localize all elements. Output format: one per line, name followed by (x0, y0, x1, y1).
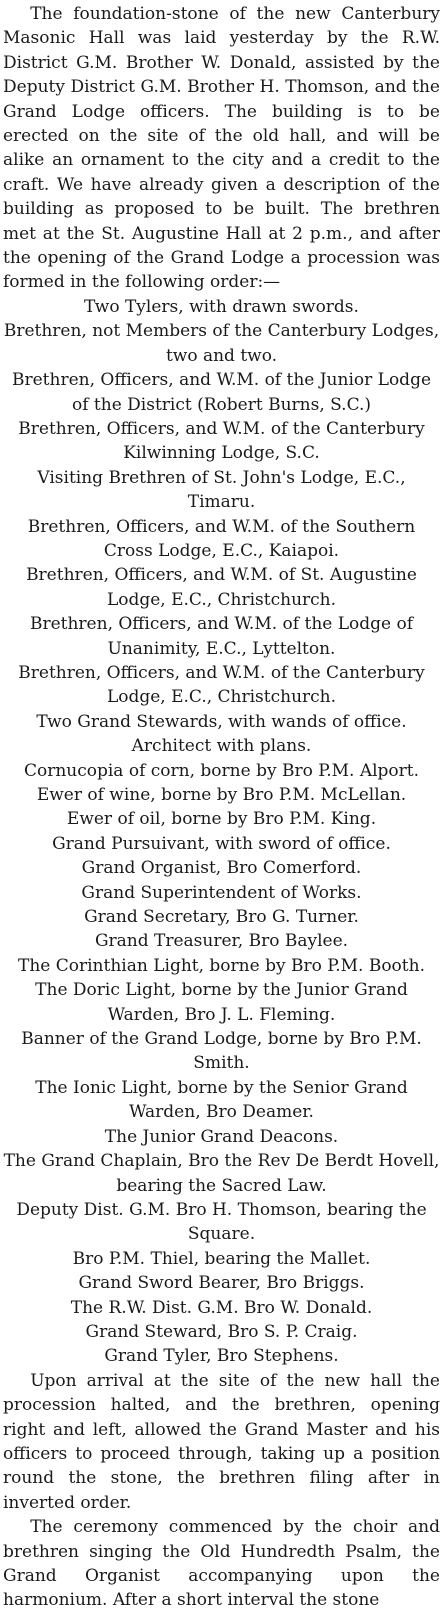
procession-item: Grand Superintendent of Works. (81, 882, 362, 903)
procession-item: Brethren, Officers, and W.M. of the Canterbury Kilwinning Lodge, S.C. (18, 418, 425, 464)
ceremony-paragraph: The ceremony commenced by the choir and brethren singing the Old Hundredth Psalm, the Grand Organist accompanying upon the harmonium. After a short interval the stone (3, 1517, 440, 1611)
procession-item: Brethren, Officers, and W.M. of St. Augustine Lodge, E.C., Christchurch. (26, 565, 417, 610)
procession-item: Banner of the Grand Lodge, borne by Bro P.M. Smith. (21, 1029, 422, 1074)
procession-item: Brethren, Officers, and W.M. of the Junior Lodge of the District (Robert Burns, S.C.) (11, 370, 432, 415)
arrival-paragraph: Upon arrival at the site of the new hall the procession halted, and the brethren, opening right and left, allowed the Grand Master and his officers to proceed through, taking up a position round the stone, the brethren filing after in inverted order. (3, 1370, 440, 1513)
procession-item: Visiting Brethren of St. John's Lodge, E.C., Timaru. (37, 467, 406, 513)
procession-item: Brethren, Officers, and W.M. of the Southern Cross Lodge, E.C., Kaiapoi. (27, 516, 416, 561)
procession-item: Grand Organist, Bro Comerford. (81, 858, 362, 879)
procession-item: The Ionic Light, borne by the Senior Grand Warden, Bro Deamer. (35, 1077, 408, 1123)
procession-item: Brethren, Officers, and W.M. of the Lodge of Unanimity, E.C., Lyttelton. (29, 614, 414, 659)
procession-item: Ewer of oil, borne by Bro P.M. King. (66, 809, 377, 830)
procession-item: The Corinthian Light, borne by Bro P.M. Booth. (18, 955, 425, 976)
procession-item: Grand Secretary, Bro G. Turner. (84, 907, 359, 928)
opening-paragraph: The foundation-stone of the new Canterbury Masonic Hall was laid yesterday by the R.W. District G.M. Brother W. Donald, assisted by the Deputy District G.M. Brother H. Thomson, and the Grand Lodge officers. The building is to be erected on the site of the old hall, and will be alike an ornament to the city and a credit to the craft. We have already given a description of the building as proposed to be built. The brethren met at the St. Augustine Hall at 2 p.m., and after the opening of the Grand Lodge a procession was formed in the following order:— (3, 4, 440, 293)
procession-item: Brethren, Officers, and W.M. of the Canterbury Lodge, E.C., Christchurch. (18, 662, 425, 708)
procession-item: Bro P.M. Thiel, bearing the Mallet. (72, 1248, 371, 1269)
procession-item: Brethren, not Members of the Canterbury Lodges, two and two. (3, 321, 440, 366)
procession-item: Cornucopia of corn, borne by Bro P.M. Alport. (23, 760, 420, 781)
procession-item: Two Grand Stewards, with wands of office. (36, 711, 407, 732)
procession-item: Grand Treasurer, Bro Baylee. (94, 931, 349, 952)
procession-item: Two Tylers, with drawn swords. (84, 296, 359, 317)
procession-item: Grand Sword Bearer, Bro Briggs. (78, 1273, 365, 1294)
procession-item: The Doric Light, borne by the Junior Grand Warden, Bro J. L. Fleming. (35, 980, 408, 1025)
procession-item: Grand Pursuivant, with sword of office. (52, 833, 391, 854)
procession-order-list (3, 295, 440, 1369)
procession-item: Grand Steward, Bro S. P. Craig. (85, 1321, 358, 1342)
procession-item: Ewer of wine, borne by Bro P.M. McLellan. (36, 785, 407, 805)
procession-item: Deputy Dist. G.M. Bro H. Thomson, bearing the Square. (16, 1199, 427, 1245)
procession-item: The R.W. Dist. G.M. Bro W. Donald. (70, 1297, 373, 1318)
procession-item: The Grand Chaplain, Bro the Rev De Berdt Hovell, bearing the Sacred Law. (3, 1151, 440, 1196)
procession-item: Grand Tyler, Bro Stephens. (104, 1346, 339, 1367)
procession-item: Architect with plans. (131, 736, 312, 757)
procession-item: The Junior Grand Deacons. (104, 1126, 339, 1147)
